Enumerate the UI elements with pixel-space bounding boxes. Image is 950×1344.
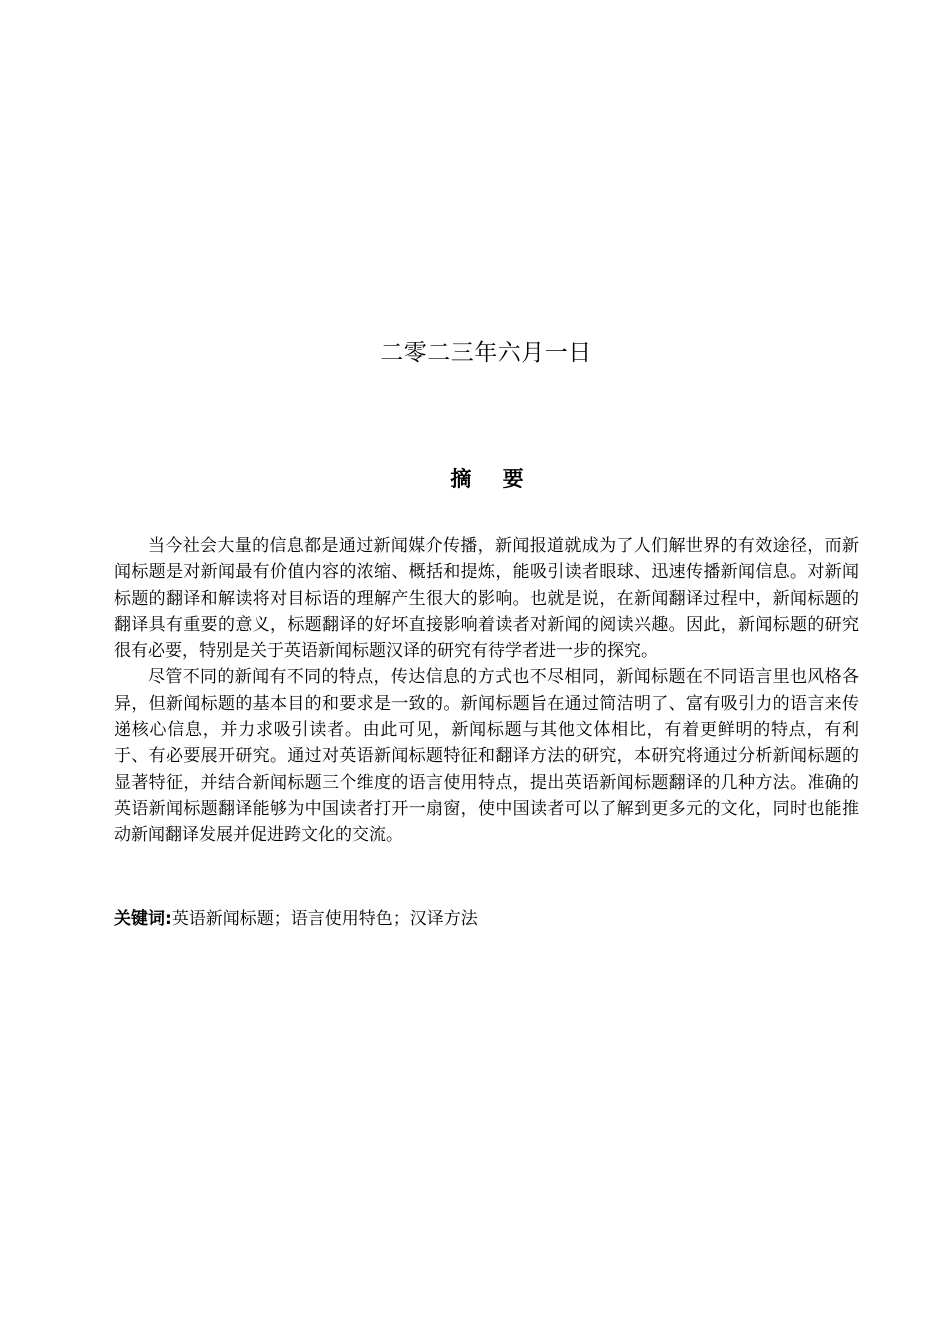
date-line: 二零二三年六月一日: [380, 340, 592, 366]
abstract-paragraph: 当今社会大量的信息都是通过新闻媒介传播，新闻报道就成为了人们解世界的有效途径，而新闻标题是对新闻最有价值内容的浓缩、概括和提炼，能吸引读者眼球、迅速传播新闻信息。对新闻标题的翻译和解读将对目标语的理解产生很大的影响。也就是说，在新闻翻译过程中，新闻标题的翻译具有重要的意义，标题翻译的好坏直接影响着读者对新闻的阅读兴趣。因此，新闻标题的研究很有必要，特别是关于英语新闻标题汉译的研究有待学者进一步的探究。: [114, 536, 859, 662]
keywords-line: [114, 906, 859, 932]
keywords-label: 关键词:: [114, 909, 172, 929]
abstract-heading: 摘 要: [450, 467, 524, 491]
abstract-paragraph: 尽管不同的新闻有不同的特点，传达信息的方式也不尽相同，新闻标题在不同语言里也风格各异，但新闻标题的基本目的和要求是一致的。新闻标题旨在通过简洁明了、富有吸引力的语言来传递核心信息，并力求吸引读者。由此可见，新闻标题与其他文体相比，有着更鲜明的特点，有利于、有必要展开研究。通过对英语新闻标题特征和翻译方法的研究，本研究将通过分析新闻标题的显著特征，并结合新闻标题三个维度的语言使用特点，提出英语新闻标题翻译的几种方法。准确的英语新闻标题翻译能够为中国读者打开一扇窗，使中国读者可以了解到更多元的文化，同时也能推动新闻翻译发展并促进跨文化的交流。: [114, 667, 859, 846]
abstract-body: [114, 533, 859, 849]
keywords-text: 英语新闻标题；语言使用特色；汉译方法: [171, 909, 478, 929]
